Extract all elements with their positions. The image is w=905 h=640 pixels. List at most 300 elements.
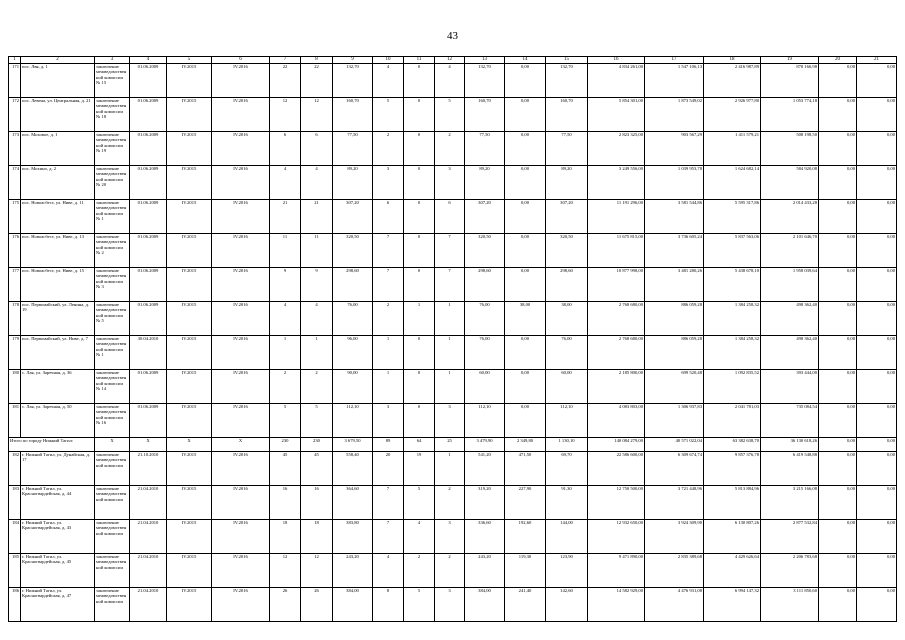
table-cell: 0,00	[857, 486, 897, 520]
table-row	[9, 520, 897, 554]
table-cell: 699 520,48	[645, 370, 704, 404]
table-cell: 3 924 309,90	[645, 520, 704, 554]
table-cell: 6 130 807,26	[704, 520, 761, 554]
table-cell: 38,00	[505, 302, 546, 336]
table-cell: 9	[270, 268, 301, 302]
table-cell: 320,50	[546, 234, 588, 268]
table-cell: 45	[270, 452, 301, 486]
column-number: 12	[435, 57, 465, 64]
table-cell: IV.2015	[167, 336, 212, 370]
table-cell: 11	[301, 234, 333, 268]
table-row	[9, 132, 897, 166]
table-cell: 1 306 937,83	[645, 404, 704, 438]
table-cell: 5 595 317,86	[704, 200, 761, 234]
table-cell: пос. Новоасбест, ул. Ниве, д. 15	[21, 268, 95, 302]
table-cell: 2 101 646,70	[761, 234, 819, 268]
column-number: 3	[95, 57, 130, 64]
table-cell: 2 416 987,89	[704, 64, 761, 98]
table-cell: 5 837 563,06	[704, 234, 761, 268]
table-cell: 01.06.2009	[130, 98, 167, 132]
table-body	[9, 57, 897, 622]
table-cell: 16	[270, 486, 301, 520]
table-cell: 4	[270, 166, 301, 200]
table-cell: 142,60	[546, 588, 588, 622]
table-cell: 2	[435, 554, 465, 588]
table-row	[9, 64, 897, 98]
table-cell: 5	[404, 588, 435, 622]
table-cell: 91,30	[546, 486, 588, 520]
table-cell: IV.2016	[212, 64, 270, 98]
table-cell: 0,00	[505, 166, 546, 200]
table-cell: 12	[301, 98, 333, 132]
table-cell: 0,00	[857, 452, 897, 486]
table-cell: 384,00	[333, 588, 373, 622]
table-cell: 186	[9, 588, 21, 622]
table-cell: IV.2016	[212, 234, 270, 268]
table-cell: 21.04.2010	[130, 588, 167, 622]
table-cell: 2 041 781,03	[704, 404, 761, 438]
table-cell: 1 039 953,78	[645, 166, 704, 200]
table-cell: 4 476 931,08	[645, 588, 704, 622]
column-number-row	[9, 57, 897, 64]
table-cell: 185	[9, 554, 21, 588]
table-cell: 0,00	[819, 588, 857, 622]
table-cell: 11 675 815,00	[588, 234, 645, 268]
table-cell: 0,00	[857, 588, 897, 622]
table-cell: 77,50	[465, 132, 505, 166]
table-cell: 0	[404, 64, 435, 98]
table-cell: 307,20	[465, 200, 505, 234]
table-cell: 7	[373, 520, 404, 554]
table-cell: 2 877 532,84	[761, 520, 819, 554]
table-cell: IV.2015	[167, 64, 212, 98]
table-cell: 144,00	[546, 520, 588, 554]
table-cell: 7	[373, 268, 404, 302]
table-cell: IV.2015	[167, 268, 212, 302]
table-cell: 4 083 803,00	[588, 404, 645, 438]
table-cell: 383,80	[333, 520, 373, 554]
table-cell: 0	[404, 166, 435, 200]
table-cell: 0,00	[857, 438, 897, 452]
table-cell: 2 349,80	[505, 438, 546, 452]
table-cell: 0,00	[505, 336, 546, 370]
table-cell: 14 582 929,00	[588, 588, 645, 622]
table-cell: 2 014 433,28	[761, 200, 819, 234]
table-row	[9, 370, 897, 404]
table-cell: 21.04.2010	[130, 554, 167, 588]
table-cell: 89,20	[333, 166, 373, 200]
table-cell: IV.2016	[212, 404, 270, 438]
table-cell: 132,70	[465, 64, 505, 98]
table-cell: 0	[404, 336, 435, 370]
table-cell: 886 059,28	[645, 336, 704, 370]
table-cell: 5	[270, 404, 301, 438]
table-cell: 3 581 544,86	[645, 200, 704, 234]
table-cell: X	[130, 438, 167, 452]
table-cell: 1	[435, 452, 465, 486]
table-cell: заключение межведомственной комиссии № 5	[95, 302, 130, 336]
table-cell: IV.2016	[212, 554, 270, 588]
table-cell: 3 249 556,00	[588, 166, 645, 200]
table-cell: IV.2016	[212, 336, 270, 370]
table-cell: IV.2015	[167, 486, 212, 520]
table-cell: 3 481 280,26	[645, 268, 704, 302]
table-cell: 171	[9, 64, 21, 98]
table-cell: 8	[373, 588, 404, 622]
table-cell: 0,00	[819, 132, 857, 166]
table-cell: пос. Первомайский, ул. Ленина, д. 19	[21, 302, 95, 336]
table-cell: X	[95, 438, 130, 452]
table-cell: 123,90	[546, 554, 588, 588]
table-cell: 230	[301, 438, 333, 452]
table-cell: 2 823 325,00	[588, 132, 645, 166]
table-cell: г. Нижний Тагил, ул. Красногвардейская, д. 45	[21, 554, 95, 588]
table-cell: заключение межведомственной комиссии	[95, 520, 130, 554]
table-cell: 3	[435, 404, 465, 438]
table-cell: 0,00	[505, 234, 546, 268]
table-cell: 132,70	[333, 64, 373, 98]
table-cell: 175	[9, 200, 21, 234]
table-cell: 1	[404, 302, 435, 336]
table-cell: заключение межведомственной комиссии	[95, 588, 130, 622]
table-cell: 21.04.2010	[130, 520, 167, 554]
table-cell: 01.06.2009	[130, 64, 167, 98]
table-cell: IV.2016	[212, 486, 270, 520]
table-cell: 160,70	[333, 98, 373, 132]
table-cell: пос. Лвя, д. 1	[21, 64, 95, 98]
table-cell: 298,60	[546, 268, 588, 302]
housing-program-table	[8, 56, 897, 622]
table-cell: 76,00	[333, 302, 373, 336]
table-row	[9, 404, 897, 438]
table-cell: 0,00	[857, 98, 897, 132]
table-cell: 1 958 039,64	[761, 268, 819, 302]
table-cell: X	[212, 438, 270, 452]
table-cell: заключение межведомственной комиссии № 20	[95, 166, 130, 200]
table-cell: 176	[9, 234, 21, 268]
table-cell: 2	[301, 370, 333, 404]
table-cell: 0,00	[819, 554, 857, 588]
table-cell: 0,00	[505, 404, 546, 438]
table-cell: г. Нижний Тагил, ул. Красногвардейская, д. 44	[21, 486, 95, 520]
table-cell: заключение межведомственной комиссии № 14	[95, 370, 130, 404]
table-cell: IV.2016	[212, 302, 270, 336]
table-cell: 0	[404, 404, 435, 438]
table-cell: 4 834 261,00	[588, 64, 645, 98]
column-number: 4	[130, 57, 167, 64]
table-cell: 4	[373, 554, 404, 588]
table-cell: 3 111 850,60	[761, 588, 819, 622]
table-cell: IV.2015	[167, 520, 212, 554]
table-cell: 0,00	[819, 404, 857, 438]
table-cell: 30.04.2010	[130, 336, 167, 370]
table-cell: 01.06.2009	[130, 200, 167, 234]
table-cell: 0,00	[857, 554, 897, 588]
table-cell: 2	[373, 132, 404, 166]
table-cell: 243,20	[465, 554, 505, 588]
table-cell: 0,00	[505, 370, 546, 404]
table-cell: заключение межведомственной комиссии № 1	[95, 336, 130, 370]
table-cell: 96,00	[333, 336, 373, 370]
table-cell: 12 750 500,00	[588, 486, 645, 520]
table-cell: 0,00	[819, 452, 857, 486]
table-cell: 01.06.2009	[130, 302, 167, 336]
table-cell: IV.2016	[212, 132, 270, 166]
table-cell: 112,10	[546, 404, 588, 438]
column-number: 13	[465, 57, 505, 64]
table-cell: 64	[404, 438, 435, 452]
table-cell: X	[167, 438, 212, 452]
table-cell: 2	[435, 486, 465, 520]
table-cell: 4 429 626,64	[704, 554, 761, 588]
table-cell: 2	[373, 302, 404, 336]
table-cell: 4	[301, 302, 333, 336]
table-cell: 6	[435, 200, 465, 234]
table-cell: IV.2016	[212, 520, 270, 554]
table-cell: 180	[9, 370, 21, 404]
table-cell: 0,00	[819, 302, 857, 336]
table-cell: 1 384 258,32	[704, 336, 761, 370]
table-cell: 183	[9, 486, 21, 520]
table-cell: 298,60	[465, 268, 505, 302]
table-cell: 0,00	[857, 268, 897, 302]
table-cell: 6 419 548,88	[761, 452, 819, 486]
table-cell: 0	[404, 98, 435, 132]
table-cell: 3 479,90	[465, 438, 505, 452]
table-cell: 0,00	[819, 268, 857, 302]
table-cell: 45	[301, 452, 333, 486]
table-cell: г. Нижний Тагил, ул. Красногвардейская, д. 47	[21, 588, 95, 622]
table-cell: 0,00	[819, 438, 857, 452]
table-cell: 508 198,50	[761, 132, 819, 166]
table-cell: 241,40	[505, 588, 546, 622]
table-cell: 364,60	[333, 486, 373, 520]
table-cell: 471,50	[505, 452, 546, 486]
table-cell: 89,20	[546, 166, 588, 200]
table-cell: 3	[373, 404, 404, 438]
table-cell: 89,20	[465, 166, 505, 200]
table-cell: г. Нижний Тагил, ул. Красногвардейская, д. 43	[21, 520, 95, 554]
table-cell: IV.2016	[212, 370, 270, 404]
table-cell: 19	[404, 452, 435, 486]
table-cell: 01.06.2009	[130, 132, 167, 166]
table-cell: 76,00	[465, 336, 505, 370]
table-cell: 182	[9, 452, 21, 486]
table-cell: заключение межведомственной комиссии	[95, 486, 130, 520]
table-cell: 1 624 682,14	[704, 166, 761, 200]
table-cell: 0,00	[857, 520, 897, 554]
table-cell: 3	[435, 520, 465, 554]
table-cell: 112,10	[333, 404, 373, 438]
table-row	[9, 588, 897, 622]
table-cell: 174	[9, 166, 21, 200]
table-cell: 0,00	[505, 64, 546, 98]
table-row	[9, 98, 897, 132]
table-cell: 18	[270, 520, 301, 554]
table-cell: 22	[270, 64, 301, 98]
table-cell: 384,00	[465, 588, 505, 622]
table-cell: 2	[270, 370, 301, 404]
table-cell: 4	[373, 64, 404, 98]
table-cell: 541,20	[465, 452, 505, 486]
table-cell: 870 166,98	[761, 64, 819, 98]
table-cell: 22	[301, 64, 333, 98]
table-cell: 01.06.2009	[130, 370, 167, 404]
table-cell: IV.2015	[167, 132, 212, 166]
table-row	[9, 302, 897, 336]
table-cell: 0,00	[505, 200, 546, 234]
table-cell: 25	[435, 438, 465, 452]
table-cell: 307,20	[333, 200, 373, 234]
table-row	[9, 554, 897, 588]
column-number: 6	[212, 57, 270, 64]
table-cell: 4	[301, 166, 333, 200]
table-cell: 7	[435, 268, 465, 302]
table-cell: пос. Левена, ул. Центральная, д. 21	[21, 98, 95, 132]
table-cell: 5	[301, 404, 333, 438]
table-cell: 60,00	[465, 370, 505, 404]
table-cell: 9 857 376,78	[704, 452, 761, 486]
table-cell: 558,40	[333, 452, 373, 486]
table-cell: 307,20	[546, 200, 588, 234]
table-cell: 1 873 549,02	[645, 98, 704, 132]
table-cell: 320,50	[333, 234, 373, 268]
table-cell: 0,00	[857, 404, 897, 438]
table-cell: заключение межведомственной комиссии № 15	[95, 64, 130, 98]
table-cell: 1	[373, 370, 404, 404]
table-cell: 21	[301, 200, 333, 234]
table-cell: 4	[404, 520, 435, 554]
table-cell: 5 813 884,96	[704, 486, 761, 520]
table-cell: IV.2016	[212, 588, 270, 622]
table-cell: IV.2015	[167, 370, 212, 404]
table-cell: заключение межведомственной комиссии № 18	[95, 98, 130, 132]
table-row	[9, 166, 897, 200]
table-cell: 76,00	[465, 302, 505, 336]
table-cell: IV.2015	[167, 452, 212, 486]
table-cell: 1 092 835,52	[704, 370, 761, 404]
table-cell: 0,00	[819, 336, 857, 370]
table-cell: 0,00	[857, 302, 897, 336]
table-cell: 0,00	[857, 370, 897, 404]
table-cell: 230	[270, 438, 301, 452]
table-cell: 498 362,40	[761, 302, 819, 336]
table-cell: 6	[301, 132, 333, 166]
column-number: 7	[270, 57, 301, 64]
table-cell: 2	[435, 132, 465, 166]
table-row	[9, 200, 897, 234]
column-number: 18	[704, 57, 761, 64]
column-number: 11	[404, 57, 435, 64]
table-cell: 0,00	[819, 520, 857, 554]
table-cell: 22 586 600,00	[588, 452, 645, 486]
table-cell: 3 215 166,08	[761, 486, 819, 520]
table-cell: с. Лая, ул. Заречная, д. 36	[21, 370, 95, 404]
table-cell: 1 411 579,21	[704, 132, 761, 166]
table-cell: 21.04.2010	[130, 486, 167, 520]
table-cell: IV.2016	[212, 268, 270, 302]
table-cell: 132,70	[546, 64, 588, 98]
table-cell: 89	[373, 438, 404, 452]
table-cell: 298,60	[333, 268, 373, 302]
table-cell: 177	[9, 268, 21, 302]
table-cell: 184	[9, 520, 21, 554]
table-cell: 0,00	[505, 132, 546, 166]
table-row	[9, 452, 897, 486]
table-cell: 26	[301, 588, 333, 622]
table-cell: 1	[301, 336, 333, 370]
table-cell: 0,00	[505, 98, 546, 132]
table-cell: 77,50	[333, 132, 373, 166]
table-cell: 01.06.2009	[130, 268, 167, 302]
table-cell: 18	[301, 520, 333, 554]
table-cell: 4	[435, 64, 465, 98]
table-cell: 4	[270, 302, 301, 336]
table-cell: 26	[270, 588, 301, 622]
column-number: 14	[505, 57, 546, 64]
table-cell: 12	[270, 98, 301, 132]
column-number: 17	[645, 57, 704, 64]
table-cell: 11	[270, 234, 301, 268]
table-cell: 179	[9, 336, 21, 370]
table-cell: 112,10	[465, 404, 505, 438]
table-cell: 3	[435, 166, 465, 200]
table-cell: 11 191 296,00	[588, 200, 645, 234]
table-cell: 5	[404, 486, 435, 520]
table-cell: 7	[373, 234, 404, 268]
table-cell: 336,60	[465, 520, 505, 554]
table-cell: 1	[435, 370, 465, 404]
table-cell: IV.2016	[212, 452, 270, 486]
table-cell: 178	[9, 302, 21, 336]
table-cell: заключение межведомственной комиссии № 3	[95, 268, 130, 302]
table-cell: 584 920,08	[761, 166, 819, 200]
table-cell: пос. Мохино, д. 2	[21, 166, 95, 200]
table-cell: 38,00	[546, 302, 588, 336]
table-cell: 12	[270, 554, 301, 588]
table-cell: 12 932 650,00	[588, 520, 645, 554]
table-cell: 320,50	[465, 234, 505, 268]
table-cell: 2 206 783,68	[761, 554, 819, 588]
table-cell: 243,20	[333, 554, 373, 588]
table-cell: 6	[373, 200, 404, 234]
column-number: 15	[546, 57, 588, 64]
table-cell: 60,00	[546, 370, 588, 404]
table-cell: 1	[270, 336, 301, 370]
table-cell: 20	[373, 452, 404, 486]
table-cell: 2 768 680,00	[588, 302, 645, 336]
column-number: 2	[21, 57, 95, 64]
total-row	[9, 438, 897, 452]
table-cell: 69,70	[546, 452, 588, 486]
table-cell: 2 185 800,00	[588, 370, 645, 404]
column-number: 9	[333, 57, 373, 64]
table-cell: заключение межведомственной комиссии № 19	[95, 132, 130, 166]
table-cell: 1 130,10	[546, 438, 588, 452]
total-label: Итого по городу Нижний Тагил:	[9, 438, 95, 452]
table-cell: 12	[301, 554, 333, 588]
table-cell: 0,00	[819, 370, 857, 404]
table-cell: IV.2015	[167, 98, 212, 132]
table-cell: 160,70	[465, 98, 505, 132]
table-row	[9, 234, 897, 268]
table-cell: с. Лая, ул. Заречная, д. 50	[21, 404, 95, 438]
table-cell: 0,00	[857, 336, 897, 370]
table-cell: 3	[373, 166, 404, 200]
table-cell: 498 362,40	[761, 336, 819, 370]
table-cell: 5	[435, 98, 465, 132]
table-cell: заключение межведомственной комиссии № 16	[95, 404, 130, 438]
